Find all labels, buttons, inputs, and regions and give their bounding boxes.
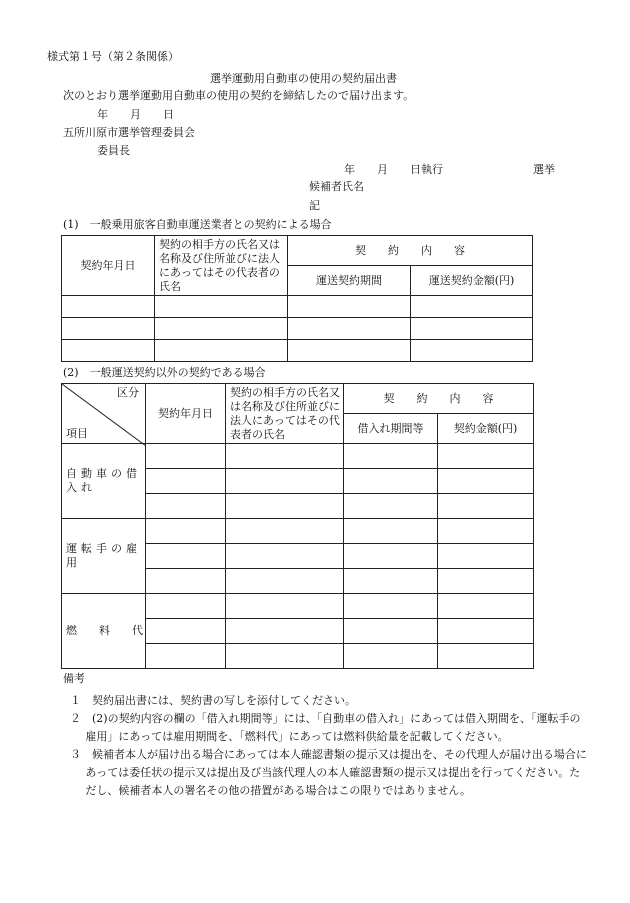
s1-r2-period[interactable] <box>288 318 411 340</box>
s2-c1-r3-amount[interactable] <box>438 494 534 519</box>
s2-c2-r3-date[interactable] <box>146 569 226 594</box>
s1-header-period: 運送契約期間 <box>288 266 411 296</box>
kubun-label: 区分 <box>117 386 139 399</box>
s2-c3-r1-amount[interactable] <box>438 594 534 619</box>
section2-table <box>61 383 534 669</box>
s2-c3-r3-date[interactable] <box>146 644 226 669</box>
s2-c2-r2-party[interactable] <box>226 544 344 569</box>
addressee: 五所川原市選挙管理委員会 <box>63 126 195 139</box>
s2-c2-r1-date[interactable] <box>146 519 226 544</box>
category-fuel-cost: 燃 料 代 <box>62 594 146 669</box>
category-driver-hiring: 運転手の雇用 <box>62 519 146 594</box>
s2-c1-r3-party[interactable] <box>226 494 344 519</box>
note-item-3: ３ 候補者本人が届け出る場合にあっては本人確認書類の提示又は提出を、その代理人が届け出る場合にあっては委任状の提示又は提出及び当該代理人の本人確認書類の提示又は提出を行ってください。ただし、候補者本人の署名その他の措置がある場合はこの限りではありません。 <box>70 748 587 797</box>
s2-c3-r3-party[interactable] <box>226 644 344 669</box>
election-date: 年 月 日執行 <box>344 163 443 176</box>
table-row <box>62 340 533 362</box>
s1-r1-amount[interactable] <box>411 296 533 318</box>
s2-c3-r2-party[interactable] <box>226 619 344 644</box>
s2-c3-r1-date[interactable] <box>146 594 226 619</box>
s1-r2-amount[interactable] <box>411 318 533 340</box>
s2-c3-r2-date[interactable] <box>146 619 226 644</box>
s2-c2-r2-amount[interactable] <box>438 544 534 569</box>
ki-label: 記 <box>309 199 320 212</box>
s2-c1-r3-period[interactable] <box>344 494 438 519</box>
s2-c1-r1-date[interactable] <box>146 444 226 469</box>
table-row <box>62 594 534 619</box>
s2-header-kubun-koumoku <box>62 384 146 444</box>
intro-text: 次のとおり選挙運動用自動車の使用の契約を締結したので届け出ます。 <box>63 89 415 102</box>
s2-header-party: 契約の相手方の氏名又は名称及び住所並びに法人にあってはその代表者の氏名 <box>226 384 344 444</box>
note-item-2: ２ (2)の契約内容の欄の「借入れ期間等」には、「自動車の借入れ」にあっては借入期間を、「運転手の雇用」にあっては雇用期間を、「燃料代」にあっては燃料供給量を記載してください。 <box>70 712 581 743</box>
submission-date: 年 月 日 <box>97 108 174 121</box>
table-row <box>62 444 534 469</box>
s2-header-amount: 契約金額(円) <box>438 414 534 444</box>
s1-r3-amount[interactable] <box>411 340 533 362</box>
s2-c3-r2-period[interactable] <box>344 619 438 644</box>
s2-c2-r1-amount[interactable] <box>438 519 534 544</box>
document-title: 選挙運動用自動車の使用の契約届出書 <box>210 72 397 85</box>
s2-c3-r1-party[interactable] <box>226 594 344 619</box>
table-row <box>62 296 533 318</box>
s2-c3-r2-amount[interactable] <box>438 619 534 644</box>
s1-r3-date[interactable] <box>62 340 155 362</box>
table-row <box>62 519 534 544</box>
s1-header-amount: 運送契約金額(円) <box>411 266 533 296</box>
s2-c1-r2-party[interactable] <box>226 469 344 494</box>
koumoku-label: 項目 <box>66 427 88 440</box>
s2-c1-r2-date[interactable] <box>146 469 226 494</box>
s1-header-date: 契約年月日 <box>62 236 155 296</box>
s2-c1-r3-date[interactable] <box>146 494 226 519</box>
s1-r3-period[interactable] <box>288 340 411 362</box>
s2-c1-r2-amount[interactable] <box>438 469 534 494</box>
table-row <box>62 318 533 340</box>
section2-heading: (2) 一般運送契約以外の契約である場合 <box>63 366 266 379</box>
s2-c3-r1-period[interactable] <box>344 594 438 619</box>
notes-heading: 備考 <box>63 672 85 685</box>
s2-c2-r1-period[interactable] <box>344 519 438 544</box>
section1-table <box>61 235 533 362</box>
s1-r2-date[interactable] <box>62 318 155 340</box>
s2-c2-r2-period[interactable] <box>344 544 438 569</box>
candidate-name-label: 候補者氏名 <box>309 180 364 193</box>
s2-c1-r2-period[interactable] <box>344 469 438 494</box>
s2-header-date: 契約年月日 <box>146 384 226 444</box>
s1-r2-party[interactable] <box>155 318 288 340</box>
s2-c1-r1-amount[interactable] <box>438 444 534 469</box>
s2-c2-r1-party[interactable] <box>226 519 344 544</box>
s1-r1-party[interactable] <box>155 296 288 318</box>
note-item-1: １ 契約届出書には、契約書の写しを添付してください。 <box>70 694 356 707</box>
notes-list <box>70 692 590 800</box>
s2-c2-r2-date[interactable] <box>146 544 226 569</box>
s2-header-period: 借入れ期間等 <box>344 414 438 444</box>
s1-r1-date[interactable] <box>62 296 155 318</box>
s2-c1-r1-party[interactable] <box>226 444 344 469</box>
s2-c3-r3-amount[interactable] <box>438 644 534 669</box>
s1-r1-period[interactable] <box>288 296 411 318</box>
election-label: 選挙 <box>533 163 555 176</box>
category-car-rental: 自動車の借入れ <box>62 444 146 519</box>
s2-c2-r3-amount[interactable] <box>438 569 534 594</box>
s2-c2-r3-party[interactable] <box>226 569 344 594</box>
s2-c3-r3-period[interactable] <box>344 644 438 669</box>
s1-r3-party[interactable] <box>155 340 288 362</box>
s2-header-content: 契 約 内 容 <box>344 384 534 414</box>
s2-c1-r1-period[interactable] <box>344 444 438 469</box>
s1-header-party: 契約の相手方の氏名又は名称及び住所並びに法人にあってはその代表者の氏名 <box>155 236 288 296</box>
addressee-title: 委員長 <box>97 144 130 157</box>
s2-c2-r3-period[interactable] <box>344 569 438 594</box>
section1-heading: (1) 一般乗用旅客自動車運送業者との契約による場合 <box>63 218 332 231</box>
s1-header-content: 契 約 内 容 <box>288 236 533 266</box>
form-number: 様式第１号（第２条関係） <box>47 50 179 63</box>
